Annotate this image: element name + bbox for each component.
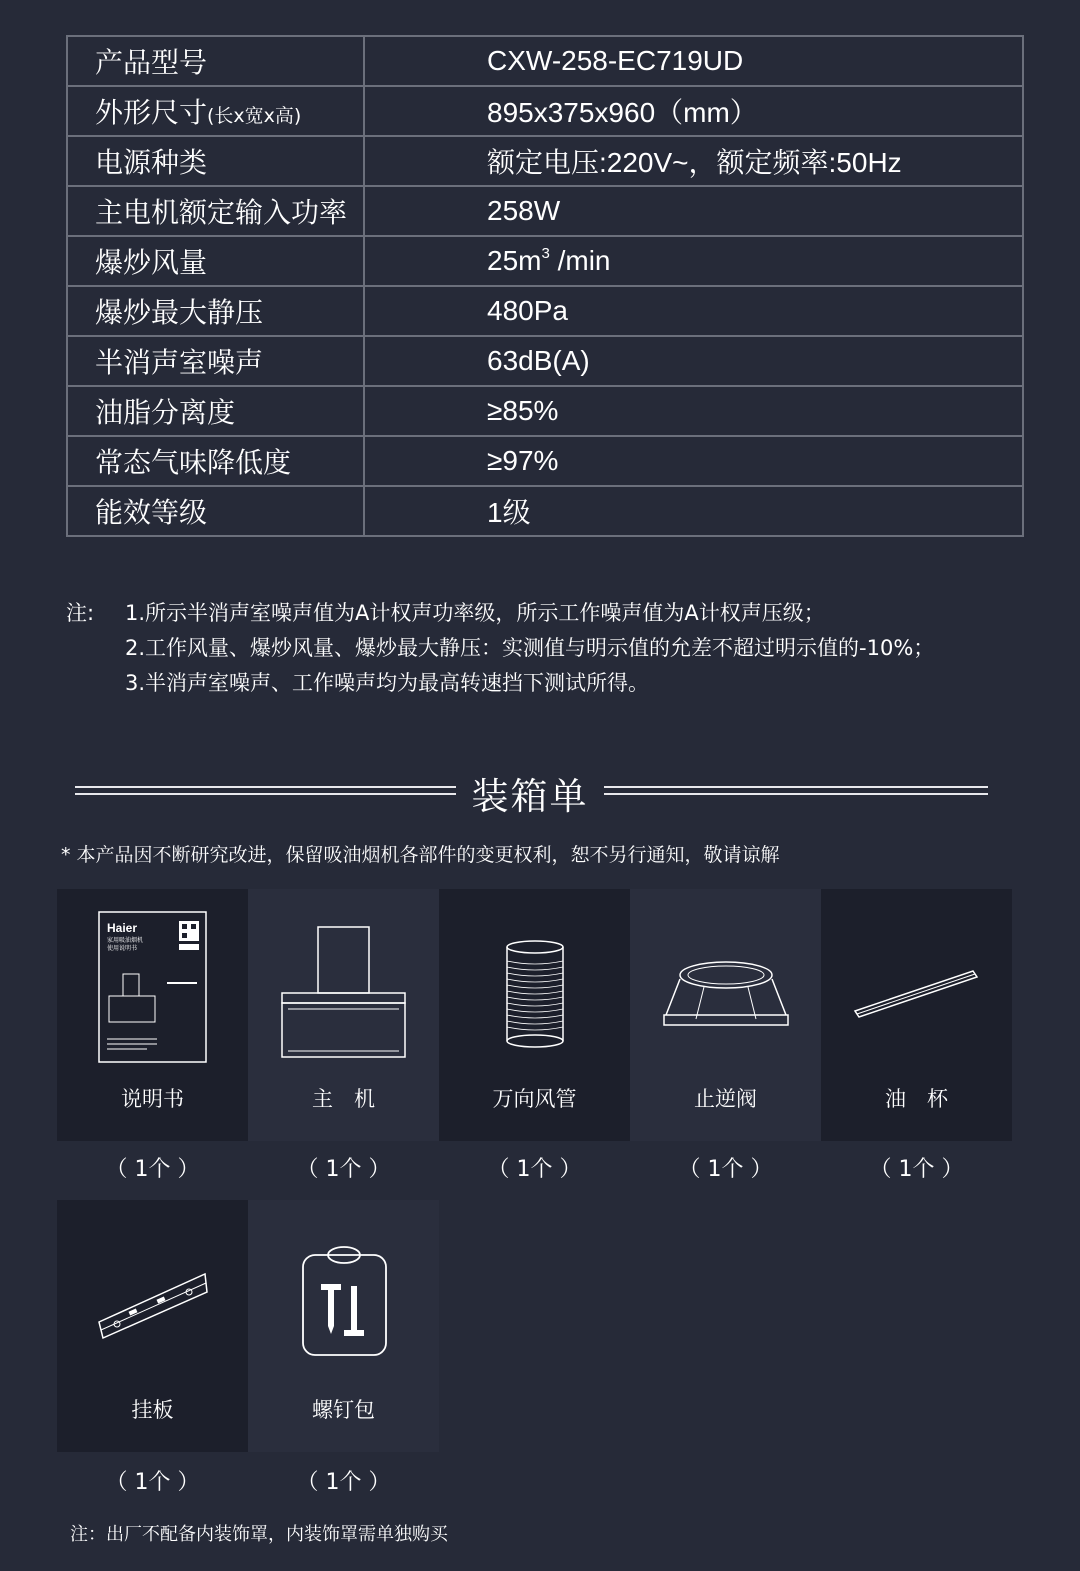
spec-key: 产品型号 <box>67 36 364 86</box>
packing-item-card <box>57 889 248 1141</box>
spec-key: 半消声室噪声 <box>67 336 364 386</box>
spec-key-note: (长x宽x高) <box>207 105 302 127</box>
spec-row <box>67 486 1023 536</box>
packing-item-qty: （ 1个 ） <box>105 1470 200 1495</box>
packing-item-qty: （ 1个 ） <box>296 1157 391 1182</box>
packing-item-card <box>630 889 821 1141</box>
section-divider-left <box>75 786 456 795</box>
note-line: 2.工作风量、爆炒风量、爆炒最大静压：实测值与明示值的允差不超过明示值的-10%； <box>125 636 935 660</box>
packing-item-card <box>248 889 439 1141</box>
packing-item-name: 万向风管 <box>492 1087 577 1111</box>
spec-row <box>67 336 1023 386</box>
spec-key: 爆炒风量 <box>67 236 364 286</box>
spec-value: ≥85% <box>364 386 1023 436</box>
packing-item-name: 止逆阀 <box>694 1087 757 1111</box>
spec-value: ≥97% <box>364 436 1023 486</box>
footnote: 注：出厂不配备内装饰罩，内装饰罩需单独购买 <box>70 1524 448 1545</box>
packing-item-name: 螺钉包 <box>312 1398 375 1422</box>
notes-lines <box>125 596 934 701</box>
spec-key: 爆炒最大静压 <box>67 286 364 336</box>
packing-item-name: 主 机 <box>312 1087 375 1111</box>
packing-item-name: 油 杯 <box>885 1087 948 1111</box>
spec-row <box>67 436 1023 486</box>
packing-item-card <box>821 889 1012 1141</box>
spec-row <box>67 86 1023 136</box>
spec-row <box>67 36 1023 86</box>
spec-value: 258W <box>364 186 1023 236</box>
spec-row <box>67 386 1023 436</box>
spec-table <box>66 35 1024 537</box>
packing-item-name: 说明书 <box>121 1087 184 1111</box>
spec-key: 主电机额定输入功率 <box>67 186 364 236</box>
manual-line: 家用吸油烟机 <box>107 937 144 944</box>
packing-item-qty: （ 1个 ） <box>487 1157 582 1182</box>
packing-item-qty: （ 1个 ） <box>678 1157 773 1182</box>
spec-key: 常态气味降低度 <box>67 436 364 486</box>
spec-row <box>67 186 1023 236</box>
packing-item-qty: （ 1个 ） <box>296 1470 391 1495</box>
section-divider-right <box>604 786 988 795</box>
manual-brand: Haier <box>107 921 138 935</box>
manual-line: 使用说明书 <box>107 945 138 952</box>
spec-value: 895x375x960（mm） <box>364 86 1023 136</box>
packing-item-qty: （ 1个 ） <box>869 1157 964 1182</box>
spec-row <box>67 136 1023 186</box>
spec-row <box>67 236 1023 286</box>
spec-value: 1级 <box>364 486 1023 536</box>
packing-item-card <box>439 889 630 1141</box>
packing-item-qty: （ 1个 ） <box>105 1157 200 1182</box>
spec-key: 油脂分离度 <box>67 386 364 436</box>
section-title: 装箱单 <box>471 775 589 818</box>
spec-row <box>67 286 1023 336</box>
disclaimer: * 本产品因不断研究改进，保留吸油烟机各部件的变更权利，恕不另行通知，敬请谅解 <box>61 844 780 866</box>
spec-value: 额定电压:220V~，额定频率:50Hz <box>364 136 1023 186</box>
spec-value: 63dB(A) <box>364 336 1023 386</box>
spec-key: 能效等级 <box>67 486 364 536</box>
note-line: 1.所示半消声室噪声值为A计权声功率级，所示工作噪声值为A计权声压级； <box>125 601 825 625</box>
packing-item-card <box>248 1200 439 1452</box>
spec-value: 480Pa <box>364 286 1023 336</box>
packing-item-card <box>57 1200 248 1452</box>
spec-value: CXW-258-EC719UD <box>364 36 1023 86</box>
note-line: 3.半消声室噪声、工作噪声均为最高转速挡下测试所得。 <box>125 671 650 695</box>
spec-value: $25m^3$ /min <box>364 236 1023 286</box>
packing-item-name: 挂板 <box>131 1398 174 1422</box>
spec-key: 电源种类 <box>67 136 364 186</box>
spec-key: 外形尺寸(长x宽x高) <box>67 86 364 136</box>
notes-label: 注: <box>66 601 95 625</box>
